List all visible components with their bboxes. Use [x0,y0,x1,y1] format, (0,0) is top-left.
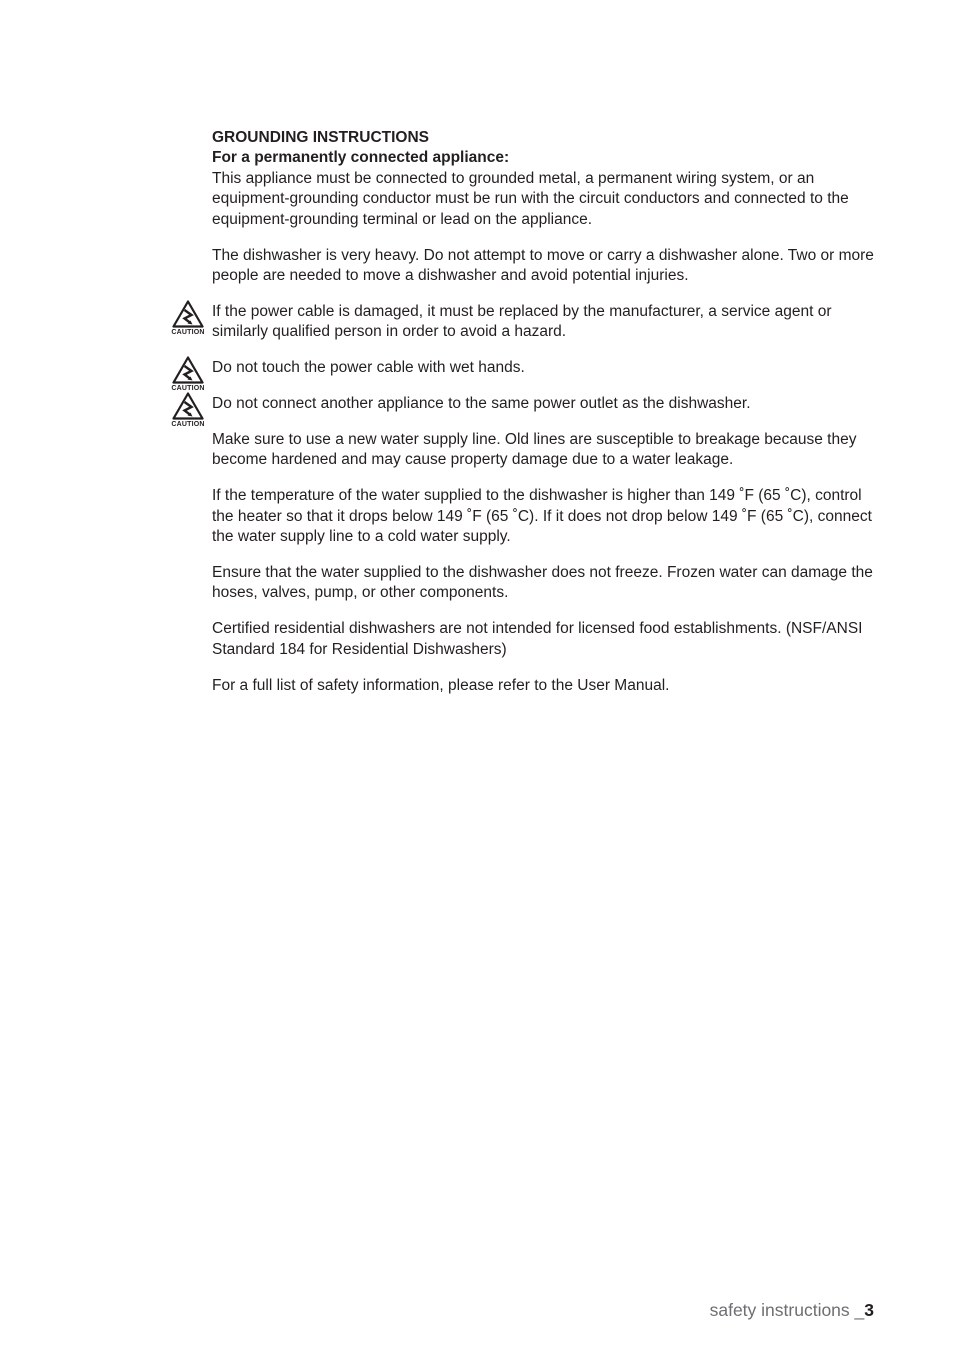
grounding-paragraph: This appliance must be connected to grounded metal, a permanent wiring system, or an equipment-grounding conductor must be run with the circuit conductors and connected to the equipment-grounding terminal or lead on the appliance. [212,169,849,228]
caution-label: CAUTION [171,421,205,429]
warning-triangle-icon [172,300,204,328]
caution-shock-icon [169,356,207,396]
document-body [171,128,874,712]
subheading: For a permanently connected appliance: [212,149,510,167]
caution-text: If the power cable is damaged, it must be replaced by the manufacturer, a service agent or similarly qualified person in order to avoid a hazard. [212,302,832,341]
caution-text: Do not touch the power cable with wet hands. [212,358,525,376]
warning-triangle-icon [172,356,204,384]
caution-label: CAUTION [171,328,205,336]
heavy-warning-paragraph: The dishwasher is very heavy. Do not attempt to move or carry a dishwasher alone. Two or more people are needed to move a dishwasher and avoid potential injuries. [212,246,874,284]
caution-text: Do not connect another appliance to the same power outlet as the dishwasher. [212,395,751,413]
full-list-paragraph: For a full list of safety information, please refer to the User Manual. [212,676,670,694]
footer-section-title: safety instructions _ [709,1300,865,1320]
water-line-paragraph: Make sure to use a new water supply line. Old lines are susceptible to breakage because they become hardened and may cause property damage due to a water leakage. [212,430,857,469]
caution-item [171,302,874,343]
freeze-paragraph: Ensure that the water supplied to the dishwasher does not freeze. Frozen water can damage the hoses, valves, pump, or other components. [212,564,873,602]
caution-label: CAUTION [171,384,205,392]
page-footer [710,1300,874,1321]
caution-shock-icon [169,392,207,432]
page-number: 3 [864,1300,874,1320]
caution-item [171,394,874,429]
caution-item [171,358,874,392]
certified-paragraph: Certified residential dishwashers are not intended for licensed food establishments. (NSF/ANSI Standard 184 for Residential Dishwashers) [212,620,863,658]
warning-triangle-icon [172,392,204,420]
temperature-paragraph: If the temperature of the water supplied to the dishwasher is higher than 149 ˚F (65 ˚C), control the heater so that it drops below 149 ˚F (65 ˚C). If it does not drop below 149 ˚F (65 ˚C), connect the water supply line to a cold water supply. [212,487,872,546]
section-heading: GROUNDING INSTRUCTIONS [212,129,429,146]
caution-shock-icon [169,300,207,340]
